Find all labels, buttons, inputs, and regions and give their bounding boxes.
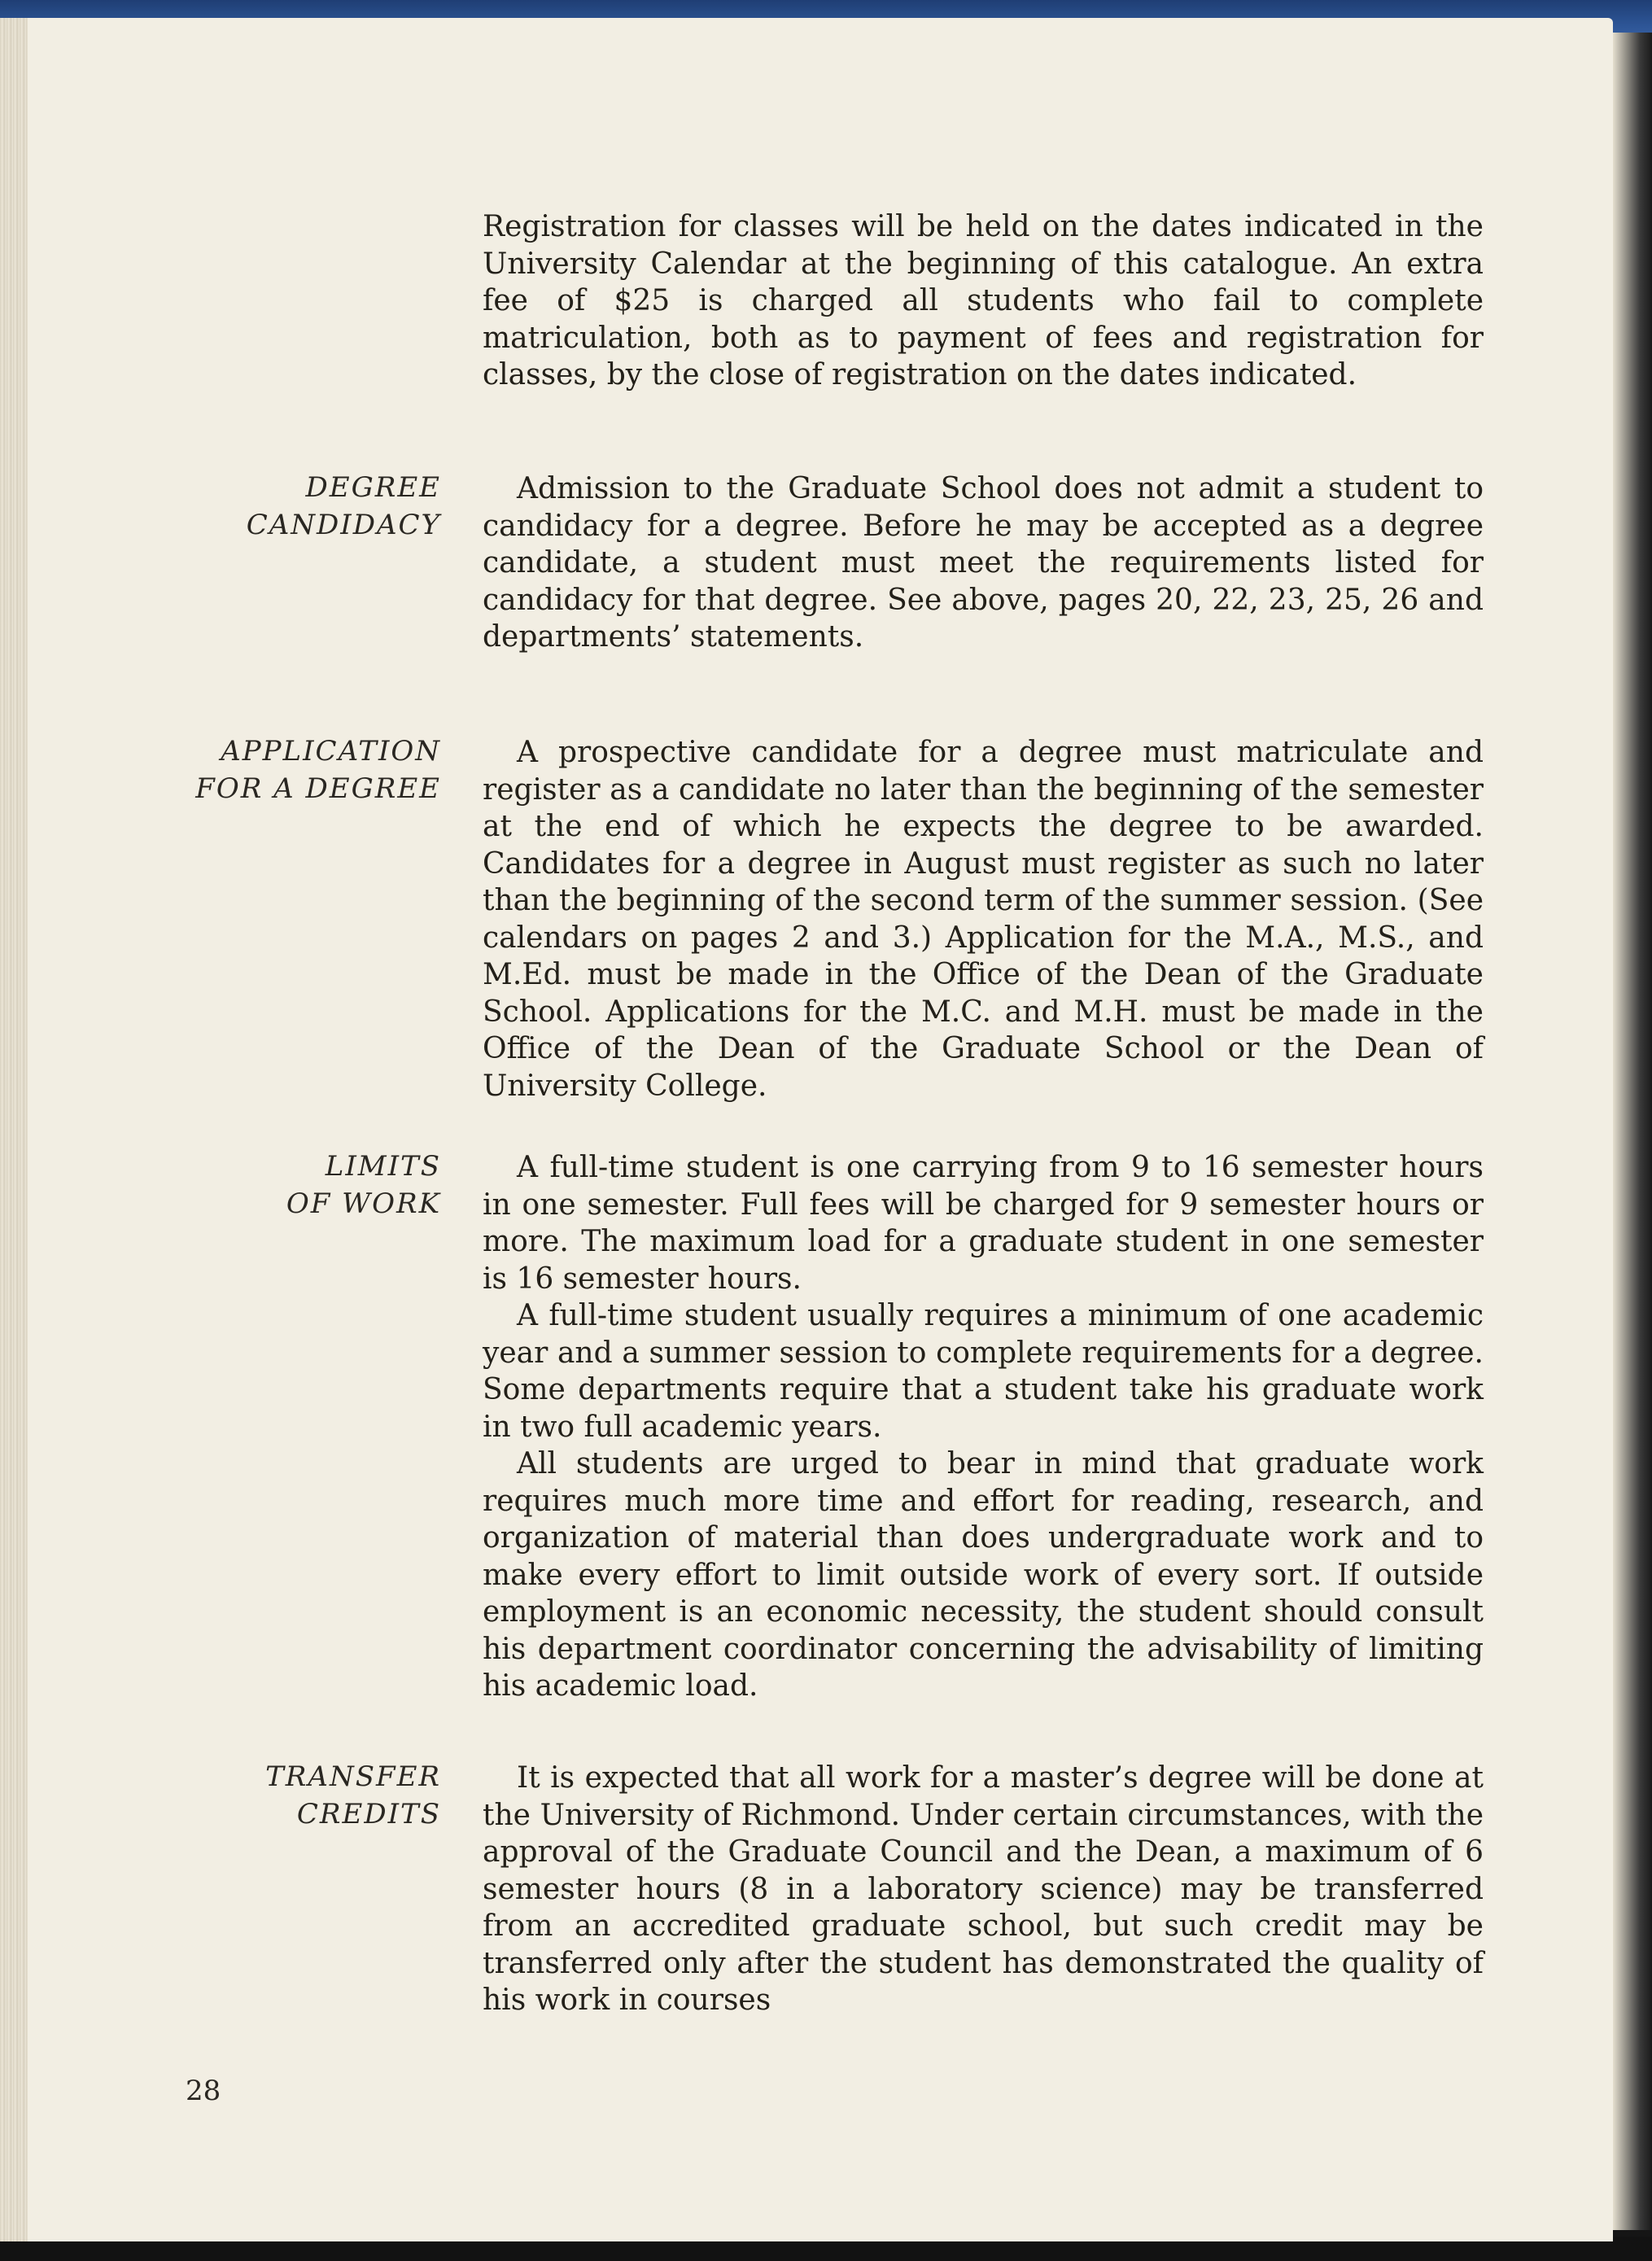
side-heading-degree-candidacy: [163, 469, 441, 544]
section-application-for-a-degree: [483, 734, 1484, 1104]
side-heading-line: TRANSFER: [265, 1760, 441, 1793]
side-heading-line: FOR A DEGREE: [195, 772, 441, 805]
page-number: 28: [186, 2075, 221, 2107]
side-heading-line: DEGREE: [305, 471, 441, 504]
side-heading-line: CANDIDACY: [246, 509, 441, 541]
section-transfer-credits: [483, 1760, 1484, 2019]
paragraph: All students are urged to bear in mind that graduate work requires much more time and effort for reading, research, and organization of material than does undergraduate work and to make every effort to limit outside work of every sort. If outside employment is an economic necessity, the student should consult his department coordinator concerning the advisability of limiting his academic load.: [483, 1447, 1484, 1703]
paragraph: A full-time student usually requires a minimum of one academic year and a summer session to complete requirements for a degree. Some departments require that a student take his graduate work in two full academic years.: [483, 1299, 1484, 1444]
registration-paragraph: [483, 208, 1484, 394]
paragraph: A full-time student is one carrying from 9 to 16 semester hours in one semester. Full fees will be charged for 9 semester hours or more. The maximum load for a graduate student in one semester is 16 semester hours.: [483, 1151, 1484, 1296]
side-heading-line: OF WORK: [286, 1187, 441, 1220]
side-heading-line: LIMITS: [325, 1150, 441, 1183]
paragraph: A prospective candidate for a degree must matriculate and register as a candidate no later than the beginning of the semester at the end of which he expects the degree to be awarded. Candidates for a degree in August must register as such no later than the beginning of the second term of the summer session. (See calendars on pages 2 and 3.) Application for the M.A., M.S., and M.Ed. must be made in the Office of the Dean of the Graduate School. Applications for the M.C. and M.H. must be made in the Office of the Dean of the Graduate School or the Dean of University College.: [483, 736, 1484, 1103]
page-edges: [0, 18, 28, 2241]
side-heading-transfer-credits: [163, 1758, 441, 1833]
section-degree-candidacy: [483, 470, 1484, 656]
paragraph: Registration for classes will be held on the dates indicated in the University Calendar at the beginning of this catalogue. An extra fee of $25 is charged all students who fail to complete matriculation, both as to payment of fees and registration for classes, by the close of registration on the dates indicated.: [483, 210, 1484, 391]
paragraph: Admission to the Graduate School does not admit a student to candidacy for a degree. Before he may be accepted as a degree candidate, a student must meet the requirements listed for candidacy for that degree. See above, pages 20, 22, 23, 25, 26 and departments’ statements.: [483, 472, 1484, 654]
side-heading-line: APPLICATION: [221, 735, 441, 768]
side-heading-limits-of-work: [163, 1148, 441, 1222]
paragraph: It is expected that all work for a master’s degree will be done at the University of Richmond. Under certain circumstances, with the approval of the Graduate Council and the Dean, a maximum of 6 semester hours (8 in a laboratory science) may be transferred from an accredited graduate school, but such credit may be transferred only after the student has demonstrated the quality of his work in courses: [483, 1761, 1484, 2017]
side-heading-application-for-a-degree: [163, 733, 441, 807]
catalogue-page: [0, 18, 1613, 2241]
section-limits-of-work: [483, 1149, 1484, 1705]
side-heading-line: CREDITS: [296, 1798, 441, 1830]
